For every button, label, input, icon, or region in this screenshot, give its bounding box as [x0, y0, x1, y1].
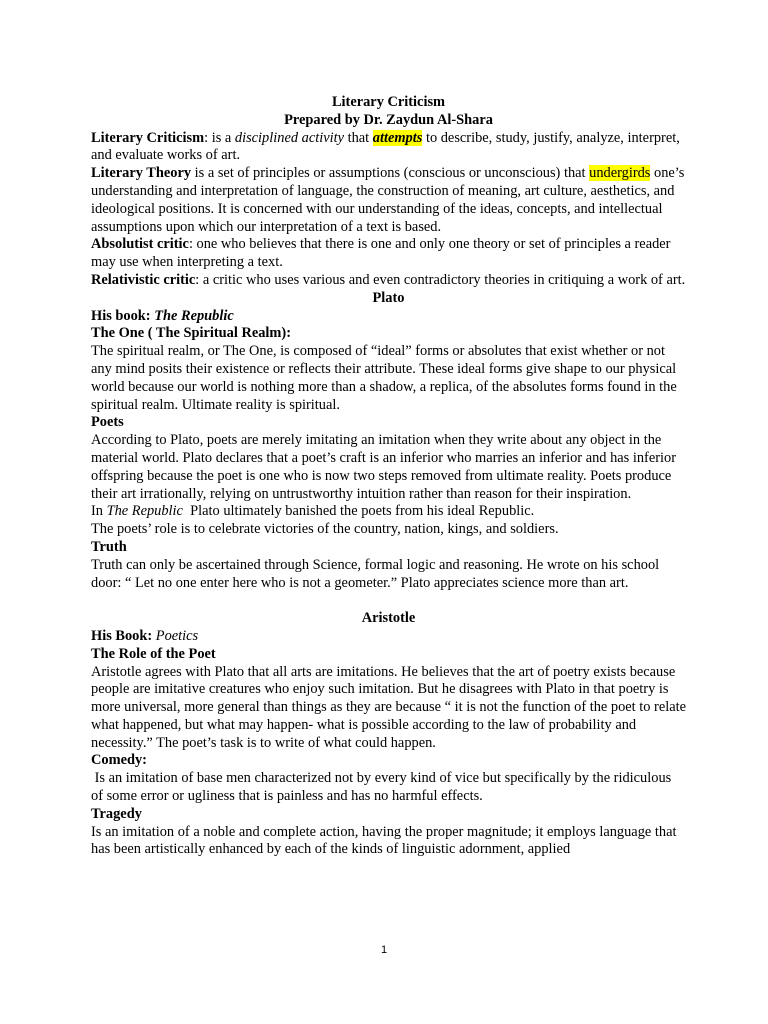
lc-text-a: : is a — [204, 129, 235, 146]
role-of-poet-text: Aristotle agrees with Plato that all arts are imitations. He believes that the art of poetry exists because people are imitative creatures who enjoy such imitation. But he disagrees with Plato in that poetry is more universal, more general than things as they are because “ it is not the function of the poet to relate what happened, but what may happen- what is possible according to the law of probability and necessity.” The poet’s task is to write of what could happen. — [91, 663, 687, 751]
banish-line: In The Republic Plato ultimately banished the poets from his ideal Republic. — [91, 503, 535, 520]
tragedy-text: Is an imitation of a noble and complete action, having the proper magnitude; it employs language that has been artistically enhanced by each of the kinds of linguistic adornment, applied — [91, 823, 677, 858]
aristotle-book-label: His Book: — [91, 627, 156, 644]
relativistic-critic-definition — [91, 272, 686, 290]
literary-criticism-definition — [91, 130, 686, 166]
page-number: 1 — [380, 944, 388, 956]
aristotle-heading: Aristotle — [361, 610, 416, 627]
truth-heading: Truth — [91, 538, 127, 555]
highlight-attempts: attempts — [372, 129, 423, 146]
blank-line — [91, 592, 686, 610]
term-relativistic-critic: Relativistic critic — [91, 271, 196, 288]
ac-text: : one who believes that there is one and only one theory or set of principles a reader may use when interpreting a text. — [91, 236, 671, 271]
lc-text-b: disciplined activity — [234, 129, 344, 146]
the-one-text: The spiritual realm, or The One, is composed of “ideal” forms or absolutes that exist whether or not any mind posits their existence or reflects their attribute. These ideal forms give shape to our physical world because our world is nothing more than a shadow, a replica, of the absolutes forms found in the spiritual realm. Ultimate reality is spiritual. — [91, 343, 677, 413]
truth-text: Truth can only be ascertained through Science, formal logic and reasoning. He wrote on his school door: “ Let no one enter here who is not a geometer.” Plato appreciates science more than art. — [91, 556, 660, 591]
tragedy-heading: Tragedy — [91, 805, 142, 822]
poets-text: According to Plato, poets are merely imitating an imitation when they write about any object in the material world. Plato declares that a poet’s craft is an inferior who marries an inferior and has inferior offspring because the poet is one who is now two steps removed from ultimate reality. Poets produce their art irrationally, relying on untrustworthy intuition rather than reason for their inspiration. — [91, 432, 676, 502]
aristotle-book-title: Poetics — [155, 627, 199, 644]
lt-text-c: one’s understanding and interpretation of language, the construction of meaning, art culture, aesthetics, and ideological positions. It is concerned with our understanding of the ideas, concepts, and intellectual assumptions upon which our interpretation of a text is based. — [91, 165, 685, 235]
banish-book-title: The Republic — [106, 503, 183, 520]
plato-book-line — [91, 308, 686, 326]
document-title: Literary Criticism — [331, 94, 446, 110]
literary-theory-definition — [91, 165, 686, 236]
comedy-text: Is an imitation of base men characterized not by every kind of vice but specifically by the ridiculous of some error or ugliness that is painless and has no harmful effects. — [91, 770, 675, 805]
poets-heading: Poets — [91, 414, 124, 431]
lt-text-a: is a set of principles or assumptions (conscious or unconscious) that — [191, 165, 590, 182]
term-absolutist-critic: Absolutist critic — [91, 236, 189, 253]
aristotle-book-line — [91, 628, 686, 646]
role-of-poet-heading: The Role of the Poet — [91, 645, 216, 662]
term-literary-theory: Literary Theory — [91, 165, 192, 182]
lc-text-e: to describe, study, justify, analyze, interpret, and evaluate works of art. — [91, 129, 680, 164]
highlight-undergirds: undergirds — [589, 165, 651, 182]
document-author: Prepared by Dr. Zaydun Al-Shara — [284, 111, 493, 128]
lc-text-c: that — [343, 129, 373, 146]
rc-text: : a critic who uses various and even contradictory theories in critiquing a work of art. — [195, 271, 686, 288]
plato-book-label: His book: — [91, 307, 155, 324]
comedy-heading: Comedy: — [91, 752, 147, 769]
document-body — [91, 94, 686, 859]
term-literary-criticism: Literary Criticism — [91, 129, 205, 146]
the-one-heading: The One ( The Spiritual Realm): — [91, 325, 292, 342]
plato-book-title: The Republic — [154, 307, 234, 324]
absolutist-critic-definition — [91, 236, 686, 272]
plato-heading: Plato — [372, 289, 405, 306]
poets-role-text: The poets’ role is to celebrate victories of the country, nation, kings, and soldiers. — [91, 521, 559, 538]
